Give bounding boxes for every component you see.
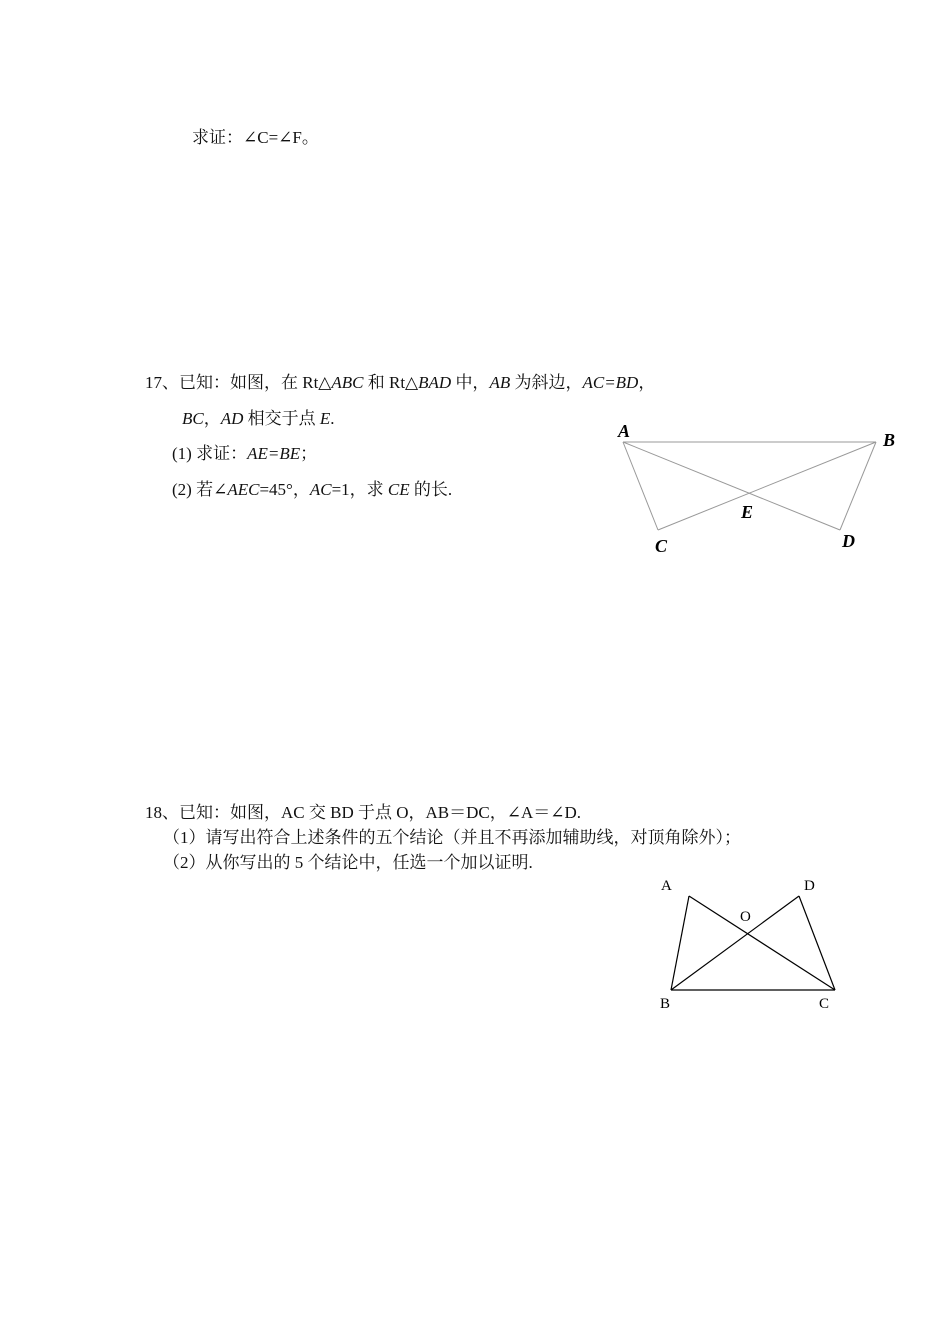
p17-text: ，	[203, 409, 221, 428]
p17-text: AB	[489, 373, 511, 392]
p17-text: AC=BD	[582, 373, 639, 392]
p17-text: 的长.	[409, 480, 453, 499]
p17-text: (2) 若∠	[172, 480, 228, 499]
p17-text: 和 Rt△	[363, 373, 419, 392]
p17-text: =1，求	[331, 480, 388, 499]
label-b: B	[883, 430, 896, 450]
p17-text: ；	[300, 444, 318, 463]
p17-text: BC	[182, 409, 204, 428]
prove-statement: 求证：∠C=∠F。	[192, 128, 319, 147]
p17-text: 相交于点	[243, 409, 320, 428]
p17-text: 为斜边，	[510, 373, 583, 392]
p17-text: .	[330, 409, 335, 428]
label-o: O	[740, 909, 751, 925]
problem-18-part-1: （1）请写出符合上述条件的五个结论（并且不再添加辅助线，对顶角除外）；	[163, 828, 741, 847]
label-c: C	[655, 536, 668, 556]
p17-text: ABC	[331, 373, 364, 392]
segment-ac	[689, 896, 835, 990]
label-b: B	[660, 996, 671, 1012]
label-d: D	[804, 878, 815, 894]
p17-text: AD	[220, 409, 244, 428]
p17-text: (1) 求证：	[172, 444, 248, 463]
p17-text: E	[319, 409, 331, 428]
p17-text: =45°，	[259, 480, 310, 499]
segment-cd	[799, 896, 835, 990]
label-c: C	[819, 996, 830, 1012]
p17-text: BAD	[418, 373, 452, 392]
problem-18-part-2: （2）从你写出的 5 个结论中，任选一个加以证明.	[163, 853, 533, 872]
label-a: A	[618, 421, 631, 441]
segment-ab	[671, 896, 689, 990]
label-d: D	[842, 531, 855, 551]
p17-text: AC	[309, 480, 332, 499]
p17-text: CE	[387, 480, 410, 499]
p17-text: ，	[638, 373, 656, 392]
problem-18-line-1: 18、已知：如图，AC 交 BD 于点 O，AB＝DC，∠A＝∠D.	[145, 803, 582, 822]
p17-text: AEC	[227, 480, 260, 499]
segment-bd	[671, 896, 799, 990]
label-e: E	[741, 502, 754, 522]
p17-text: AE=BE	[247, 444, 301, 463]
label-a: A	[661, 878, 672, 894]
p17-text: 中，	[451, 373, 490, 392]
p17-text: 17、已知：如图，在 Rt△	[145, 373, 332, 392]
